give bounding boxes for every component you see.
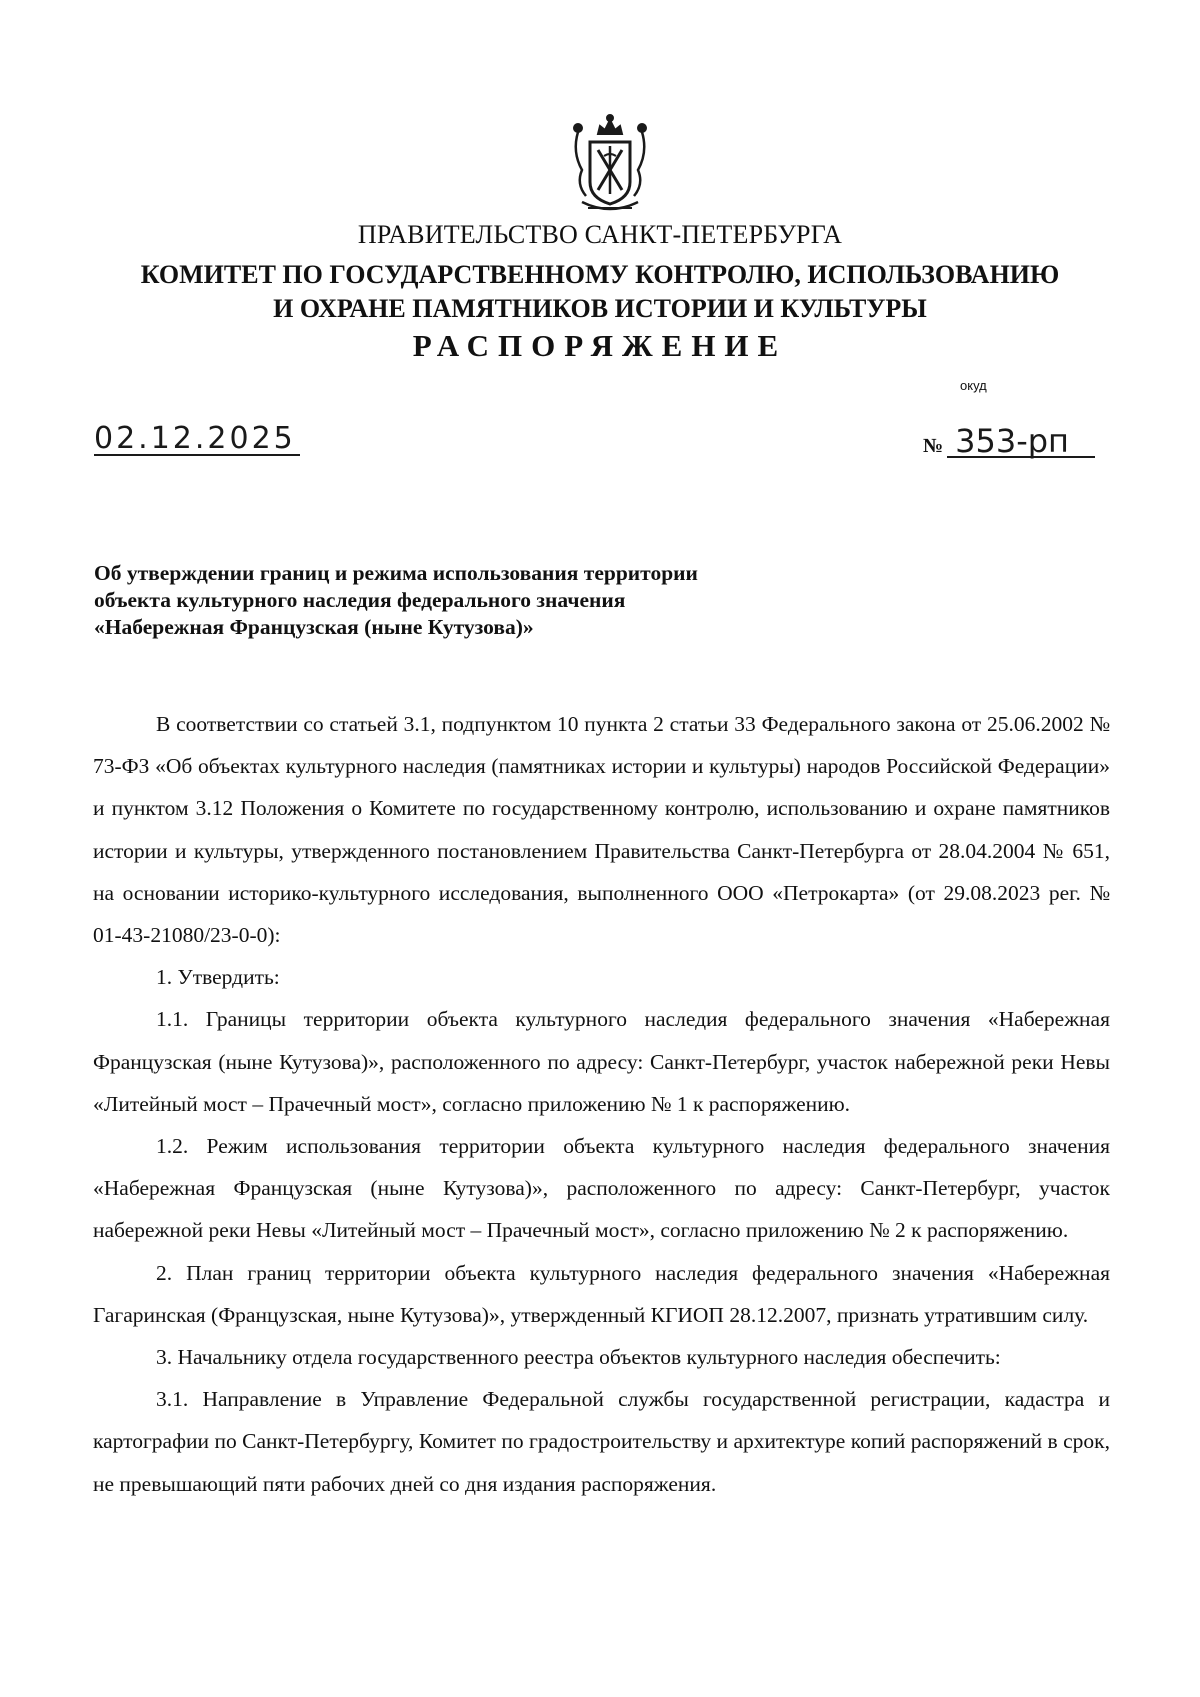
document-subject (94, 560, 854, 641)
item-1-2-paragraph: 1.2. Режим использования территории объекта культурного наследия федерального значения «Набережная Французская (ныне Кутузова)», расположенного по адресу: Санкт-Петербург, участок набережной реки Невы «Литейный мост – Прачечный мост», согласно приложению № 2 к распоряжению. (93, 1134, 1110, 1243)
preamble-paragraph: В соответствии со статьей 3.1, подпунктом 10 пункта 2 статьи 33 Федерального закона от 25.06.2002 № 73-ФЗ «Об объектах культурного наследия (памятниках истории и культуры) народов Российской Федерации» и пунктом 3.12 Положения о Комитете по государственному контролю, использованию и охране памятников истории и культуры, утвержденного постановлением Правительства Санкт-Петербурга от 28.04.2004 № 651, на основании историко-культурного исследования, выполненного ООО «Петрокарта» (от 29.08.2023 рег. № 01-43-21080/23-0-0): (93, 712, 1110, 948)
document-body (93, 703, 1110, 1505)
item-1-1-paragraph: 1.1. Границы территории объекта культурного наследия федерального значения «Набережная Французская (ныне Кутузова)», расположенного по адресу: Санкт-Петербург, участок набережной реки Невы «Литейный мост – Прачечный мост», согласно приложению № 1 к распоряжению. (93, 1007, 1110, 1116)
document-number (923, 422, 1095, 460)
okud-label: окуд (960, 378, 987, 393)
subject-line-1: Об утверждении границ и режима использования территории (94, 561, 698, 585)
coat-of-arms-icon (568, 112, 652, 216)
document-number-value: 353-рп (947, 426, 1095, 458)
subject-line-2: объекта культурного наследия федерального значения (94, 588, 626, 612)
government-name: ПРАВИТЕЛЬСТВО САНКТ-ПЕТЕРБУРГА (357, 220, 843, 249)
committee-name (0, 258, 1200, 326)
subject-line-3: «Набережная Французская (ныне Кутузова)» (94, 615, 534, 639)
document-date: 02.12.2025 (94, 424, 300, 456)
item-1-paragraph: 1. Утвердить: (156, 965, 280, 990)
number-sign: № (923, 435, 944, 457)
committee-name-line-1: КОМИТЕТ ПО ГОСУДАРСТВЕННОМУ КОНТРОЛЮ, ИСПОЛЬЗОВАНИЮ (140, 260, 1060, 289)
item-3-paragraph: 3. Начальнику отдела государственного реестра объектов культурного наследия обеспечить: (156, 1345, 1001, 1370)
item-3-1-paragraph: 3.1. Направление в Управление Федеральной службы государственной регистрации, кадастра и картографии по Санкт-Петербургу, Комитет по градостроительству и архитектуре копий распоряжений в срок, не превышающий пяти рабочих дней со дня издания распоряжения. (93, 1387, 1110, 1496)
committee-name-line-2: И ОХРАНЕ ПАМЯТНИКОВ ИСТОРИИ И КУЛЬТУРЫ (273, 294, 927, 323)
item-2-paragraph: 2. План границ территории объекта культурного наследия федерального значения «Набережная Гагаринская (Французская, ныне Кутузова)», утвержденный КГИОП 28.12.2007, признать утратившим силу. (93, 1260, 1110, 1327)
document-type-title: РАСПОРЯЖЕНИЕ (412, 328, 788, 363)
